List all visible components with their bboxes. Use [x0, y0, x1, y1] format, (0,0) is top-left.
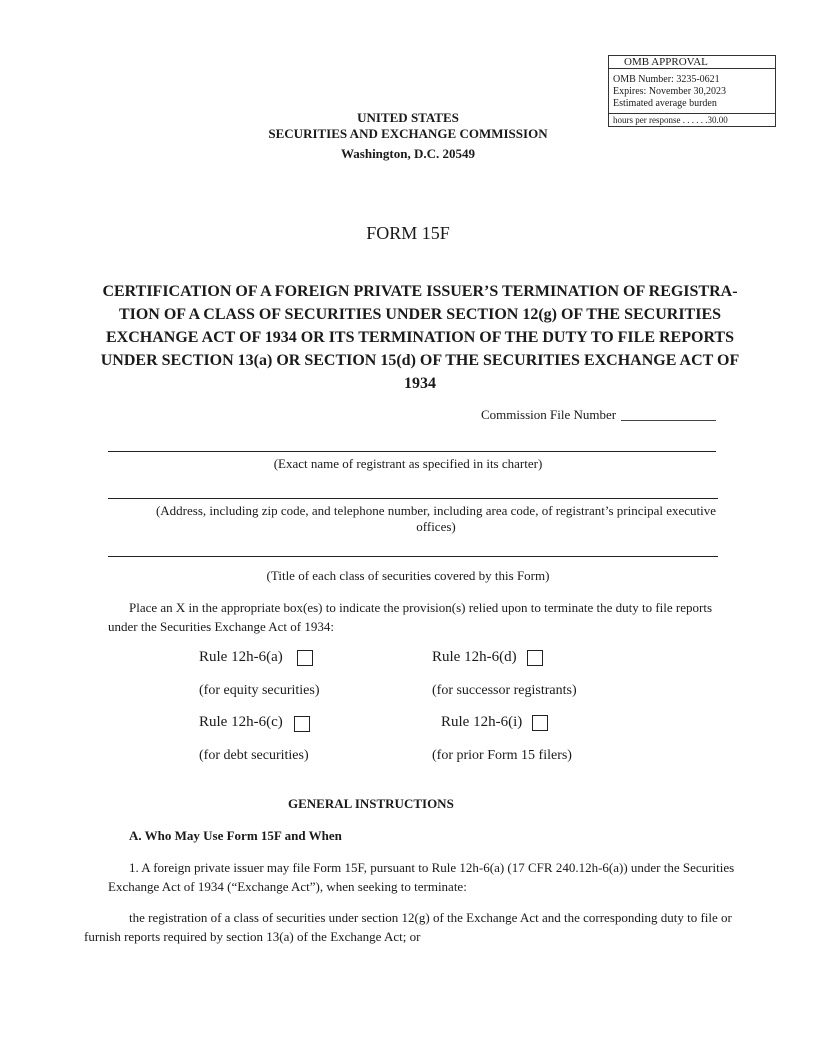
address-field[interactable]: [108, 498, 718, 499]
general-instruction-paragraph-2: the registration of a class of securities under section 12(g) of the Exchange Act and the corresponding duty to file or furnish reports required by section 13(a) of the Exchange Act; or: [84, 910, 732, 944]
rule-12h-6c-label: Rule 12h-6(c): [199, 714, 283, 730]
certification-heading: CERTIFICATION OF A FOREIGN PRIVATE ISSUER’S TERMINATION OF REGISTRA- TION OF A CLASS OF SECURITIES UNDER SECTION 12(g) OF THE SECURITIES EXCHANGE ACT OF 1934 OR ITS TERMINATION OF THE DUTY TO FILE REPORTS UNDER SECTION 13(a) OR SECTION 15(d) OF THE SECURITIES EXCHANGE ACT OF 1934: [100, 283, 740, 392]
rule-12h-6c-checkbox[interactable]: [294, 716, 310, 732]
registrant-name-field[interactable]: [108, 451, 716, 452]
rule-12h-6i-desc: (for prior Form 15 filers): [432, 748, 572, 763]
form-title: FORM 15F: [366, 223, 450, 243]
securities-title-field[interactable]: [108, 556, 718, 557]
omb-number: OMB Number: 3235-0621: [613, 74, 720, 85]
omb-estimated-burden: Estimated average burden: [613, 98, 717, 109]
rule-12h-6i-checkbox[interactable]: [532, 715, 548, 731]
commission-file-number-field[interactable]: [621, 420, 716, 421]
rule-12h-6c-desc: (for debt securities): [199, 748, 309, 763]
general-instruction-paragraph-1: 1. A foreign private issuer may file Form 15F, pursuant to Rule 12h-6(a) (17 CFR 240.12h-6(a)) under the Securities Exchange Act of 1934 (“Exchange Act”), when seeking to terminate:: [108, 860, 735, 894]
address-caption: (Address, including zip code, and telephone number, including area code, of registrant’s principal executive offices): [155, 503, 717, 534]
rule-12h-6a-checkbox[interactable]: [297, 650, 313, 666]
header-agency: SECURITIES AND EXCHANGE COMMISSION: [268, 126, 548, 141]
rule-12h-6d-desc: (for successor registrants): [432, 683, 577, 698]
header-country: UNITED STATES: [357, 110, 459, 125]
section-a-heading: A. Who May Use Form 15F and When: [129, 828, 342, 843]
rule-12h-6a-desc: (for equity securities): [199, 683, 320, 698]
rule-12h-6d-label: Rule 12h-6(d): [432, 649, 517, 665]
rule-12h-6a-label: Rule 12h-6(a): [199, 649, 283, 665]
registrant-name-caption: (Exact name of registrant as specified in its charter): [273, 456, 543, 471]
omb-hours-per-response: hours per response . . . . . .30.00: [613, 115, 728, 125]
rule-12h-6i-label: Rule 12h-6(i): [441, 714, 523, 730]
omb-approval-title: OMB APPROVAL: [609, 56, 775, 69]
checkbox-instruction: Place an X in the appropriate box(es) to indicate the provision(s) relied upon to terminate the duty to file reports under the Securities Exchange Act of 1934:: [108, 600, 713, 634]
general-instructions-heading: GENERAL INSTRUCTIONS: [288, 796, 454, 811]
header-location: Washington, D.C. 20549: [341, 146, 475, 161]
commission-file-number-label: Commission File Number: [481, 407, 617, 422]
rule-12h-6d-checkbox[interactable]: [527, 650, 543, 666]
securities-title-caption: (Title of each class of securities covered by this Form): [266, 568, 550, 583]
omb-expires: Expires: November 30,2023: [613, 86, 727, 97]
